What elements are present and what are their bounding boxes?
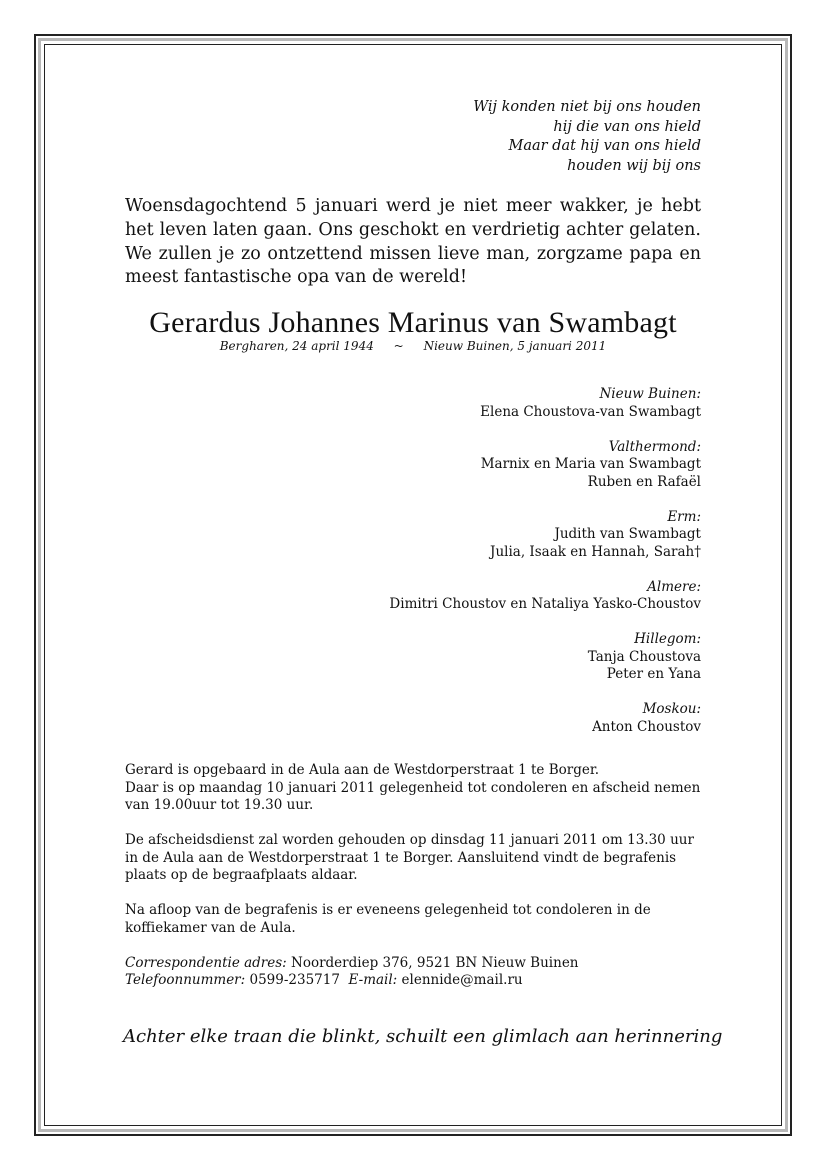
ceremony-info xyxy=(125,762,701,990)
family-member: Dimitri Choustov en Nataliya Yasko-Choustov xyxy=(389,596,701,613)
family-place: Moskou: xyxy=(642,701,701,718)
family-place: Valthermond: xyxy=(608,438,701,455)
poem-line: houden wij bij ons xyxy=(567,157,701,174)
address-label: Correspondentie adres: xyxy=(125,954,287,971)
phone-label: Telefoonnummer: xyxy=(125,972,246,989)
phone-value: 0599-235717 xyxy=(249,972,340,989)
viewing-paragraph xyxy=(125,762,701,815)
condolence-paragraph: Na afloop van de begrafenis is er eveneens gelegenheid tot condoleren in de koffiekamer van de Aula. xyxy=(125,902,651,936)
family-place: Almere: xyxy=(647,578,701,595)
family-member: Marnix en Maria van Swambagt xyxy=(480,456,701,473)
family-group xyxy=(125,631,701,684)
family-group xyxy=(125,509,701,562)
birth-date: Bergharen, 24 april 1944 xyxy=(219,339,374,354)
poem-line: Maar dat hij van ons hield xyxy=(508,138,701,154)
family-member: Ruben en Rafaël xyxy=(587,473,701,490)
death-date: Nieuw Buinen, 5 januari 2011 xyxy=(423,339,607,354)
opening-poem xyxy=(125,98,701,176)
family-member: Anton Choustov xyxy=(592,718,701,735)
deceased-name: Gerardus Johannes Marinus van Swambagt xyxy=(149,306,677,340)
family-group xyxy=(125,386,701,421)
family-group xyxy=(125,701,701,736)
viewing-line-1: Gerard is opgebaard in de Aula aan de Westdorperstraat 1 te Borger. xyxy=(125,762,600,779)
family-member: Elena Choustova-van Swambagt xyxy=(480,403,701,420)
poem-line: Wij konden niet bij ons houden xyxy=(473,99,701,115)
contact-block xyxy=(125,955,701,990)
intro-paragraph: Woensdagochtend 5 januari werd je niet meer wakker, je hebt het leven laten gaan. Ons geschokt en verdrietig achter gelaten. We zullen je zo ontzettend missen lieve man, zorgzame papa en meest fantastische opa van de wereld! xyxy=(125,196,701,288)
family-member: Peter en Yana xyxy=(606,666,701,683)
announcement-content xyxy=(123,98,723,1048)
email-label: E-mail: xyxy=(348,972,398,989)
viewing-line-2: Daar is op maandag 10 januari 2011 gelegenheid tot condoleren en afscheid nemen van 19.00uur tot 19.30 uur. xyxy=(125,779,701,814)
life-dates xyxy=(125,339,701,354)
family-place: Hillegom: xyxy=(634,631,701,648)
family-member: Judith van Swambagt xyxy=(554,526,701,543)
family-group xyxy=(125,579,701,614)
family-group xyxy=(125,439,701,492)
service-paragraph: De afscheidsdienst zal worden gehouden op dinsdag 11 januari 2011 om 13.30 uur in de Aula aan de Westdorperstraat 1 te Borger. Aansluitend vindt de begrafenis plaats op de begraafplaats aldaar. xyxy=(125,832,694,884)
family-place: Erm: xyxy=(667,508,701,525)
address-value: Noorderdiep 376, 9521 BN Nieuw Buinen xyxy=(291,954,579,971)
family-member: Tanja Choustova xyxy=(587,648,701,665)
family-member: Julia, Isaak en Hannah, Sarah† xyxy=(490,543,701,560)
date-separator: ~ xyxy=(393,339,404,354)
email-value: elennide@mail.ru xyxy=(401,972,523,989)
poem-line: hij die van ons hield xyxy=(553,118,701,135)
family-place: Nieuw Buinen: xyxy=(599,386,701,403)
closing-quote: Achter elke traan die blinkt, schuilt een glimlach aan herinnering xyxy=(123,1025,723,1047)
family-list xyxy=(125,386,701,736)
